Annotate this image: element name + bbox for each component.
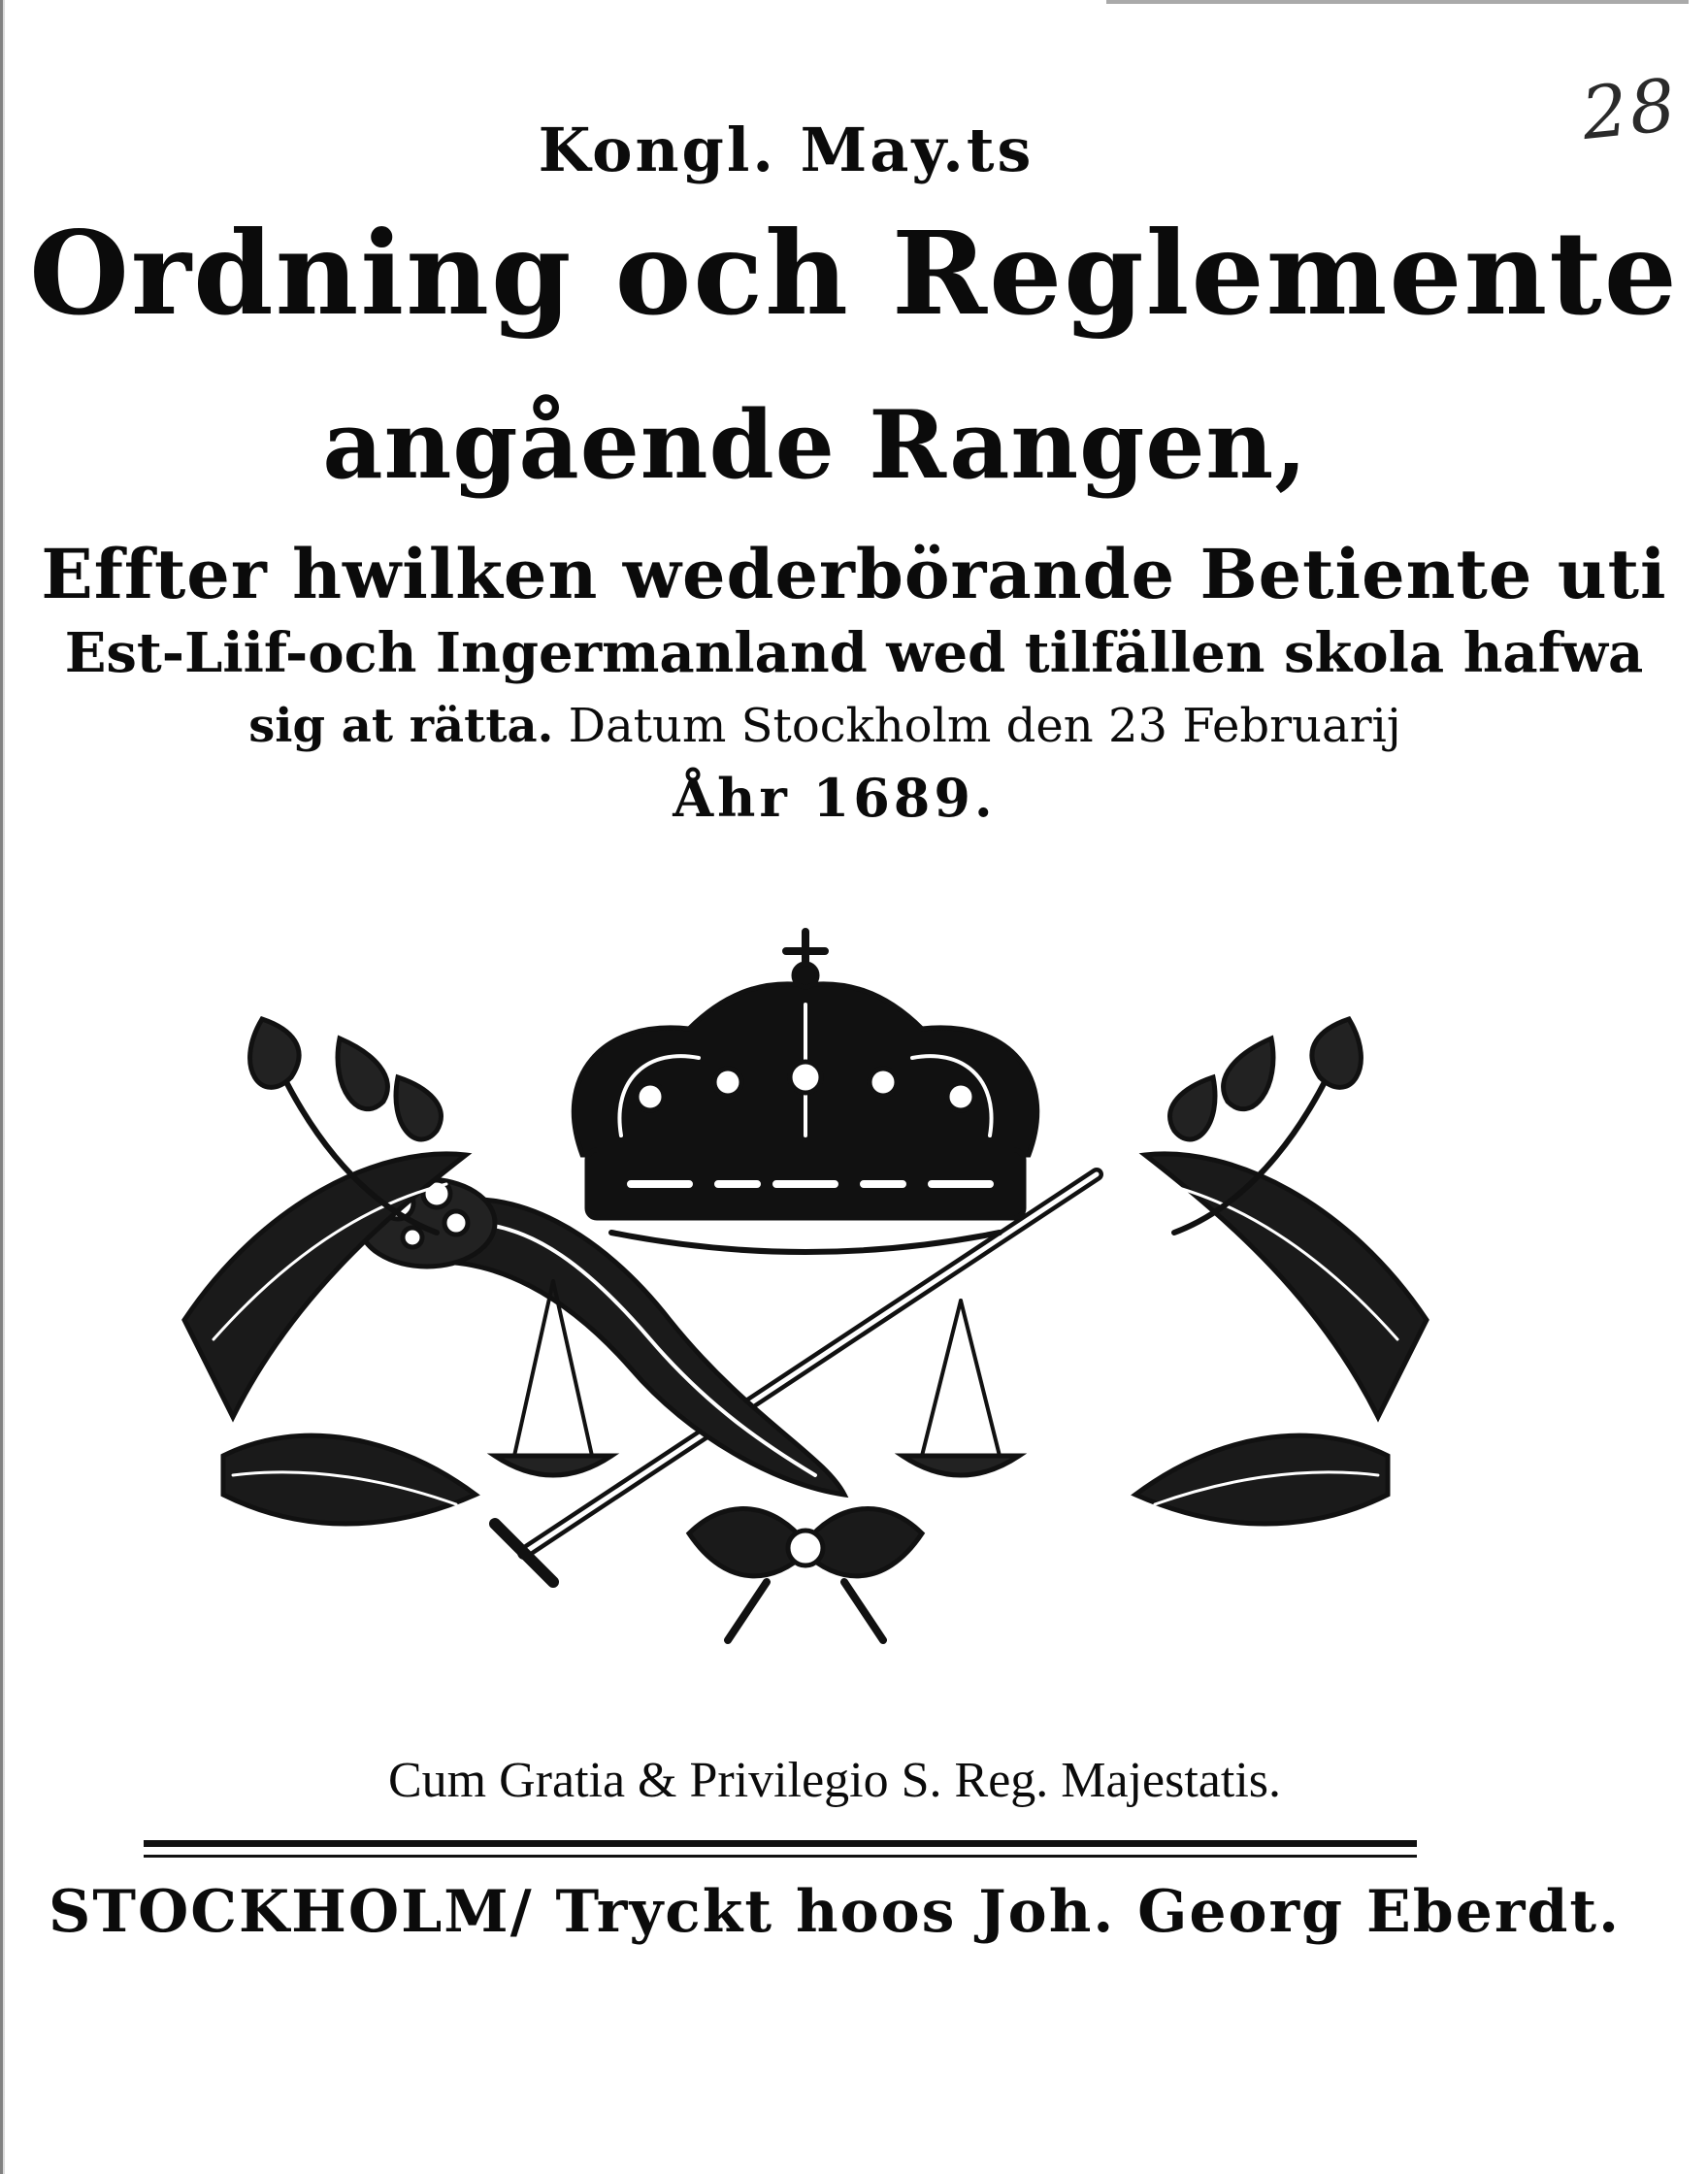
title-line-6 — [0, 699, 1679, 753]
title-line-2: Ordning och Reglemente — [29, 206, 1679, 341]
divider-rule-thick — [144, 1840, 1417, 1847]
royal-crown-emblem-icon — [146, 912, 1465, 1650]
title-line-3: angående Rangen, — [322, 390, 1308, 500]
imprint-line: STOCKHOLM/ Tryckt hoos Joh. Georg Eberdt. — [48, 1878, 1622, 1946]
title-line-1: Kongl. May.ts — [538, 115, 1035, 185]
title-line-4: Effter hwilken wederbörande Betiente uti — [41, 534, 1667, 614]
privilege-line: Cum Gratia & Privilegio S. Reg. Majestatis. — [387, 1753, 1282, 1808]
title-line-6-text: sig at rätta. — [248, 699, 554, 753]
divider-rule-thin — [144, 1855, 1417, 1858]
title-line-5: Est-Liif-och Ingermanland wed tilfällen skola hafwa — [64, 621, 1644, 685]
folio-number: 28 — [1577, 63, 1682, 156]
title-date: Datum Stockholm den 23 Februarij — [568, 699, 1401, 753]
title-year: Åhr 1689. — [673, 767, 997, 829]
page-top-edge — [1106, 0, 1689, 4]
